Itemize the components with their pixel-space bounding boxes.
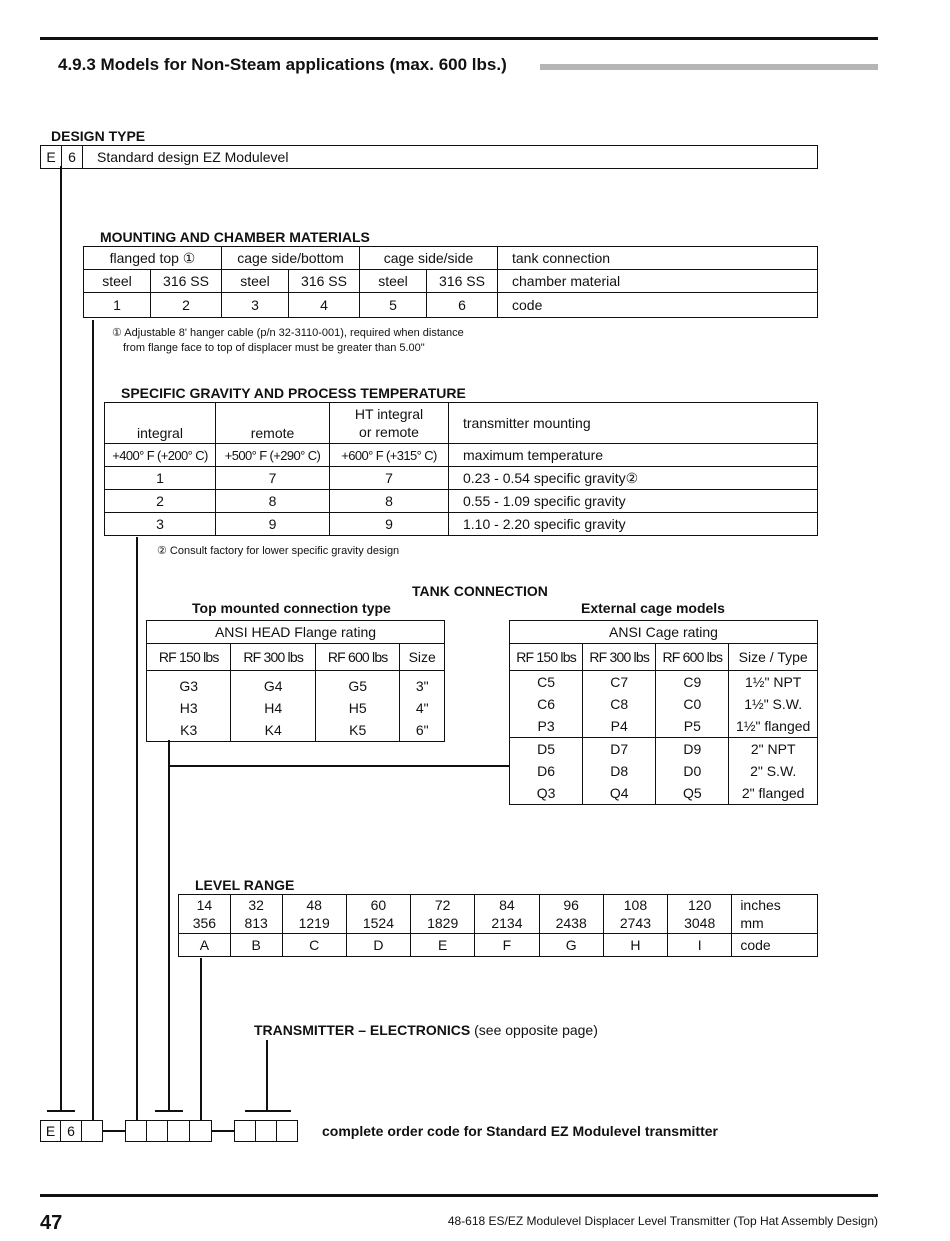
mounting-footnote [112,326,464,356]
top-col-header: RF 300 lbs [231,644,315,671]
material-cell: 316 SS [427,270,498,293]
gravity-heading: SPECIFIC GRAVITY AND PROCESS TEMPERATURE [121,385,466,401]
top-cell: K5 [315,719,399,742]
title-bar-decoration [540,64,878,70]
external-cage-table [509,620,818,805]
order-code-dash [212,1130,234,1132]
order-code-box [234,1120,256,1142]
mounting-code: 4 [289,293,360,318]
range-code: E [411,934,475,957]
mounting-group: cage side/side [360,247,498,270]
connector-line [47,1110,75,1112]
cage-cell: C7 [583,671,656,694]
top-cell: G4 [231,671,315,698]
cage-cell: C6 [510,693,583,715]
footnote-line: ① Adjustable 8' hanger cable (p/n 32-3110-001), required when distance [112,327,464,339]
temp-cell: +500° F (+290° C) [216,444,330,467]
cage-cell: Q4 [583,782,656,805]
gravity-cell: 0.55 - 1.09 specific gravity [449,490,818,513]
mounting-code: 3 [222,293,289,318]
cage-cell: 2" flanged [729,782,818,805]
gravity-footnote: ② Consult factory for lower specific gravity design [157,545,400,557]
design-code-char: E [41,146,62,169]
cage-cell: D6 [510,760,583,782]
table-row [510,693,818,715]
gravity-col-header: remote [216,403,330,444]
range-inches: 32 [248,897,264,913]
cage-col-header: RF 600 lbs [656,644,729,671]
range-mm: 1219 [298,915,330,931]
connector-line [245,1110,291,1112]
cage-cell: P3 [510,715,583,738]
gravity-cell: 7 [216,467,330,490]
top-mounted-subheading: Top mounted connection type [192,600,391,616]
range-mm: 3048 [684,915,716,931]
gravity-col-header [330,403,449,444]
range-cell [539,895,603,934]
top-cell: G3 [147,671,231,698]
gravity-cell: 3 [105,513,216,536]
range-code: B [230,934,282,957]
cage-col-header: RF 300 lbs [583,644,656,671]
transmitter-heading [254,1022,598,1038]
range-cell [603,895,667,934]
order-code-box: 6 [60,1120,82,1142]
order-code-box: E [40,1120,61,1142]
range-code: D [346,934,410,957]
gravity-table [104,402,818,536]
gravity-cell: 0.23 - 0.54 specific gravity② [449,467,818,490]
connector-line [168,765,509,767]
design-type-table [40,145,818,169]
cage-col-header: Size / Type [729,644,818,671]
range-code: G [539,934,603,957]
connector-line [155,1110,183,1112]
gravity-cell: 1.10 - 2.20 specific gravity [449,513,818,536]
mounting-code: 2 [151,293,222,318]
cage-cell: 1½" flanged [729,715,818,738]
gravity-cell: 9 [216,513,330,536]
range-cell [179,895,231,934]
cage-cell: P5 [656,715,729,738]
cage-cell: 2" S.W. [729,760,818,782]
range-mm: 1829 [427,915,459,931]
footnote-line: from flange face to top of displacer must be greater than 5.00" [123,342,425,354]
top-cell: G5 [315,671,399,698]
mounting-group: cage side/bottom [222,247,360,270]
top-cell: 4" [400,697,445,719]
table-row [147,719,445,742]
top-cell: H3 [147,697,231,719]
top-group-header: ANSI HEAD Flange rating [147,621,445,644]
gravity-col-header: integral [105,403,216,444]
range-cell [475,895,539,934]
range-inches: 60 [370,897,387,913]
mounting-group: flanged top ① [84,247,222,270]
gravity-cell: 1 [105,467,216,490]
table-row [147,697,445,719]
top-mounted-table [146,620,445,742]
transmitter-heading-bold: TRANSMITTER – ELECTRONICS [254,1022,471,1038]
table-row [510,715,818,738]
table-row [105,467,818,490]
cage-group-header: ANSI Cage rating [510,621,818,644]
range-mm: 356 [192,915,217,931]
range-inches: inches [740,897,781,913]
cage-col-header: RF 150 lbs [510,644,583,671]
cage-cell: D0 [656,760,729,782]
top-col-header: RF 150 lbs [147,644,231,671]
table-row [510,782,818,805]
top-cell: 6" [400,719,445,742]
range-inches: 72 [434,897,451,913]
range-mm: 2438 [555,915,587,931]
connector-line [136,537,138,1120]
temp-cell: +600° F (+315° C) [330,444,449,467]
table-row [147,671,445,698]
cage-cell: 1½" NPT [729,671,818,694]
range-cell [346,895,410,934]
bottom-rule [40,1194,878,1197]
transmitter-heading-rest: (see opposite page) [470,1022,598,1038]
material-cell: steel [84,270,151,293]
cage-cell: C0 [656,693,729,715]
footer-doc-title: 48-618 ES/EZ Modulevel Displacer Level Transmitter (Top Hat Assembly Design) [447,1214,878,1228]
range-inches: 108 [623,897,648,913]
cage-cell: D9 [656,738,729,761]
material-cell: 316 SS [289,270,360,293]
mounting-table [83,246,818,318]
order-code-box [255,1120,277,1142]
connector-line [266,1040,268,1112]
order-code-box [146,1120,168,1142]
mounting-group: tank connection [498,247,818,270]
range-code: C [282,934,346,957]
range-inches: 48 [306,897,322,913]
cage-cell: D7 [583,738,656,761]
cage-cell: C9 [656,671,729,694]
material-cell: chamber material [498,270,818,293]
level-range-table [178,894,818,957]
order-code-box [167,1120,190,1142]
range-inches: 14 [196,897,213,913]
range-mm: mm [740,915,764,931]
cage-cell: 2" NPT [729,738,818,761]
cage-cell: C5 [510,671,583,694]
top-col-header: Size [400,644,445,671]
connector-line [168,740,170,1112]
order-code-dash [103,1130,125,1132]
cage-cell: D5 [510,738,583,761]
range-inches: 96 [563,897,579,913]
range-cell [668,895,732,934]
range-mm: 1524 [362,915,395,931]
tank-connection-heading: TANK CONNECTION [412,583,548,599]
gravity-col-header-line: or remote [359,424,419,440]
range-mm: 813 [244,915,268,931]
connector-line [200,958,202,1120]
top-cell: K4 [231,719,315,742]
top-cell: H4 [231,697,315,719]
top-cell: 3" [400,671,445,698]
top-cell: H5 [315,697,399,719]
external-cage-subheading: External cage models [581,600,725,616]
cage-cell: C8 [583,693,656,715]
cage-cell: 1½" S.W. [729,693,818,715]
mounting-code: 5 [360,293,427,318]
section-title: 4.9.3 Models for Non-Steam applications (max. 600 lbs.) [58,55,507,74]
gravity-col-header: transmitter mounting [449,403,818,444]
range-cell [230,895,282,934]
design-description: Standard design EZ Modulevel [83,146,818,169]
order-code-box [189,1120,212,1142]
top-rule [40,37,878,40]
temp-cell: maximum temperature [449,444,818,467]
cage-cell: Q3 [510,782,583,805]
table-row [105,513,818,536]
mounting-code: code [498,293,818,318]
temp-cell: +400° F (+200° C) [105,444,216,467]
gravity-cell: 9 [330,513,449,536]
range-cell [411,895,475,934]
design-code-char: 6 [62,146,83,169]
material-cell: 316 SS [151,270,222,293]
mounting-code: 1 [84,293,151,318]
range-code: code [732,934,818,957]
order-code-box [276,1120,298,1142]
cage-cell: P4 [583,715,656,738]
order-code-box [81,1120,103,1142]
page-number: 47 [40,1212,63,1234]
range-unit-cell [732,895,818,934]
top-cell: K3 [147,719,231,742]
connector-line [60,166,62,1112]
mounting-code: 6 [427,293,498,318]
gravity-cell: 8 [330,490,449,513]
gravity-col-header-line: HT integral [354,406,424,422]
level-range-heading: LEVEL RANGE [195,877,295,893]
order-code-caption: complete order code for Standard EZ Modulevel transmitter [322,1123,718,1139]
range-mm: 2743 [619,915,652,931]
order-code-box [125,1120,147,1142]
cage-cell: Q5 [656,782,729,805]
cage-cell: D8 [583,760,656,782]
gravity-cell: 2 [105,490,216,513]
table-row [510,671,818,694]
material-cell: steel [360,270,427,293]
top-col-header: RF 600 lbs [315,644,399,671]
range-mm: 2134 [491,915,523,931]
range-code: F [475,934,539,957]
range-code: I [668,934,732,957]
table-row [510,760,818,782]
range-code: A [179,934,231,957]
connector-line [92,320,94,1120]
mounting-heading: MOUNTING AND CHAMBER MATERIALS [100,229,370,245]
gravity-cell: 7 [330,467,449,490]
range-code: H [603,934,667,957]
range-inches: 120 [688,897,712,913]
range-inches: 84 [499,897,515,913]
gravity-cell: 8 [216,490,330,513]
range-cell [282,895,346,934]
table-row [510,738,818,761]
material-cell: steel [222,270,289,293]
table-row [105,490,818,513]
design-type-heading: DESIGN TYPE [51,128,146,144]
